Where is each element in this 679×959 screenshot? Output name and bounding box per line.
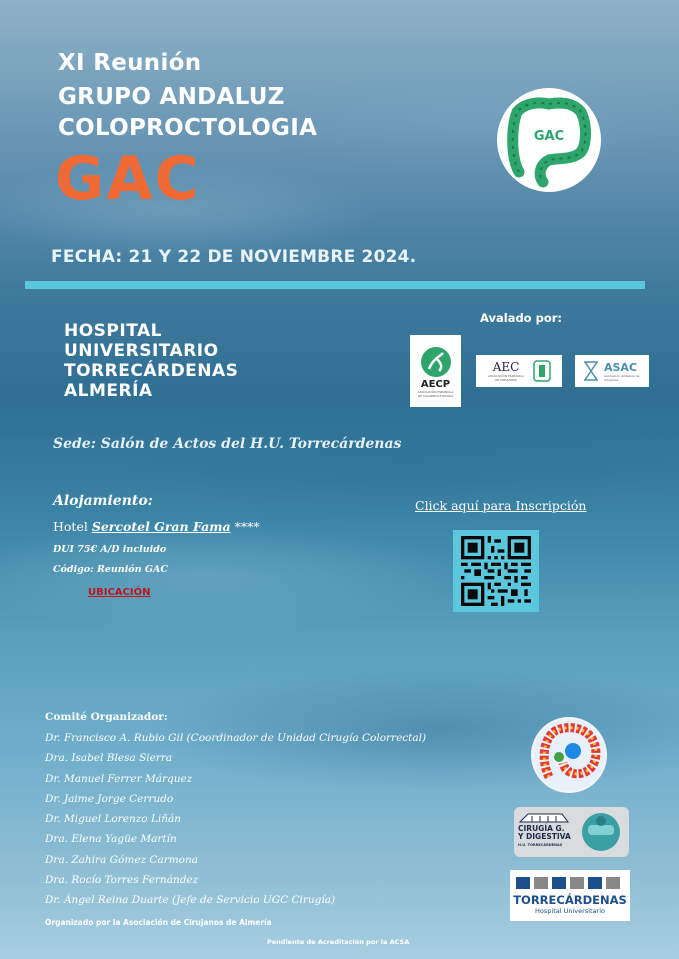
cirugia-logo <box>514 807 629 857</box>
hotel-prefix: Hotel <box>53 519 92 534</box>
committee-member: Dr. Ángel Reina Duarte (Jefe de Servicio UGC Cirugía) <box>45 894 336 907</box>
hotel-price: DUI 75€ A/D incluido <box>53 544 167 555</box>
venue: Sede: Salón de Actos del H.U. Torrecárdenas <box>53 436 402 452</box>
registration-link[interactable]: Click aquí para Inscripción <box>415 498 587 513</box>
committee-member: Dr. Miguel Lorenzo Liñán <box>45 813 182 826</box>
cirugia-logo-text <box>518 825 571 849</box>
aecp-name: AECP <box>420 378 451 390</box>
heron-icon <box>419 345 453 379</box>
committee-list <box>45 728 426 911</box>
hotel-name: Sercotel Gran Fama <box>91 519 231 534</box>
committee-member: Dr. Jaime Jorge Cerrudo <box>45 792 174 805</box>
hospital-line: TORRECÁRDENAS <box>64 361 239 381</box>
divider-bar <box>25 281 645 289</box>
hospital-badges-icon <box>514 874 626 892</box>
torrecardenas-name: TORRECÁRDENAS <box>513 893 627 907</box>
specialty-title: COLOPROCTOLOGIA <box>58 115 318 141</box>
committee-member: Dr. Francisco A. Rubio Gil (Coordinador de Unidad Cirugía Colorrectal) <box>45 732 427 744</box>
hotel-line <box>53 519 260 534</box>
hospital-name <box>64 321 238 401</box>
aecp-logo <box>410 335 461 407</box>
asac-name: ASAC <box>604 360 638 374</box>
torrecardenas-logo <box>510 870 630 921</box>
accreditation-note: Pendiente de Acreditación por la ACSA <box>267 938 410 946</box>
endorsed-label: Avalado por: <box>480 311 562 325</box>
aecp-sub: ASOCIACIÓN ESPAÑOLA DE COLOPROCTOLOGÍA <box>417 389 454 398</box>
torrecardenas-sub: Hospital Universitario <box>535 907 605 915</box>
edition-title: XI Reunión <box>58 50 202 76</box>
qr-code[interactable] <box>453 530 539 612</box>
hotel-stars: **** <box>230 519 260 534</box>
committee-member: Dra. Zahira Gómez Carmona <box>45 853 199 866</box>
committee-member: Dra. Elena Yagüe Martín <box>45 833 177 846</box>
committee-member: Dra. Isabel Blesa Sierra <box>45 752 173 765</box>
committee-title: Comité Organizador: <box>45 711 168 723</box>
mosaic-logo <box>531 717 607 793</box>
event-date: FECHA: 21 Y 22 DE NOVIEMBRE 2024. <box>51 247 417 267</box>
committee-member: Dr. Manuel Ferrer Márquez <box>45 772 193 785</box>
gac-logo-text: GAC <box>533 129 565 144</box>
committee-member: Dra. Rocío Torres Fernández <box>45 874 199 887</box>
accommodation-label: Alojamiento: <box>53 493 153 509</box>
gac-logo <box>497 88 601 192</box>
qr-code-icon <box>461 536 531 606</box>
asac-emblem-icon <box>582 360 600 382</box>
hospital-line: UNIVERSITARIO <box>64 341 219 361</box>
aec-sub: ASOCIACIÓN ESPAÑOLA DE CIRUJANOS <box>488 374 524 382</box>
colon-mosaic-icon <box>531 717 607 793</box>
aec-logo <box>476 355 562 387</box>
cirugia-line: CIRUGÍA G. <box>518 824 565 833</box>
hospital-line: ALMERÍA <box>64 381 153 401</box>
hotel-code: Código: Reunión GAC <box>53 564 168 575</box>
group-title: GRUPO ANDALUZ <box>58 84 285 110</box>
surgeon-icon <box>578 811 624 853</box>
cirugia-line: Y DIGESTIVA <box>518 832 571 841</box>
organized-by: Organizado por la Asociación de Cirujanos de Almería <box>45 918 272 927</box>
cirugia-line: H.U. TORRECÁRDENAS <box>518 843 563 847</box>
aec-name: AEC <box>492 360 520 374</box>
location-link[interactable]: UBICACIÓN <box>88 587 151 598</box>
acronym-title: GAC <box>55 144 201 214</box>
hospital-line: HOSPITAL <box>64 321 162 341</box>
asac-logo <box>575 355 649 387</box>
crest-icon <box>532 359 552 383</box>
asac-sub: Asociación Andaluza de Cirujanos <box>604 373 640 382</box>
building-icon <box>518 810 570 824</box>
